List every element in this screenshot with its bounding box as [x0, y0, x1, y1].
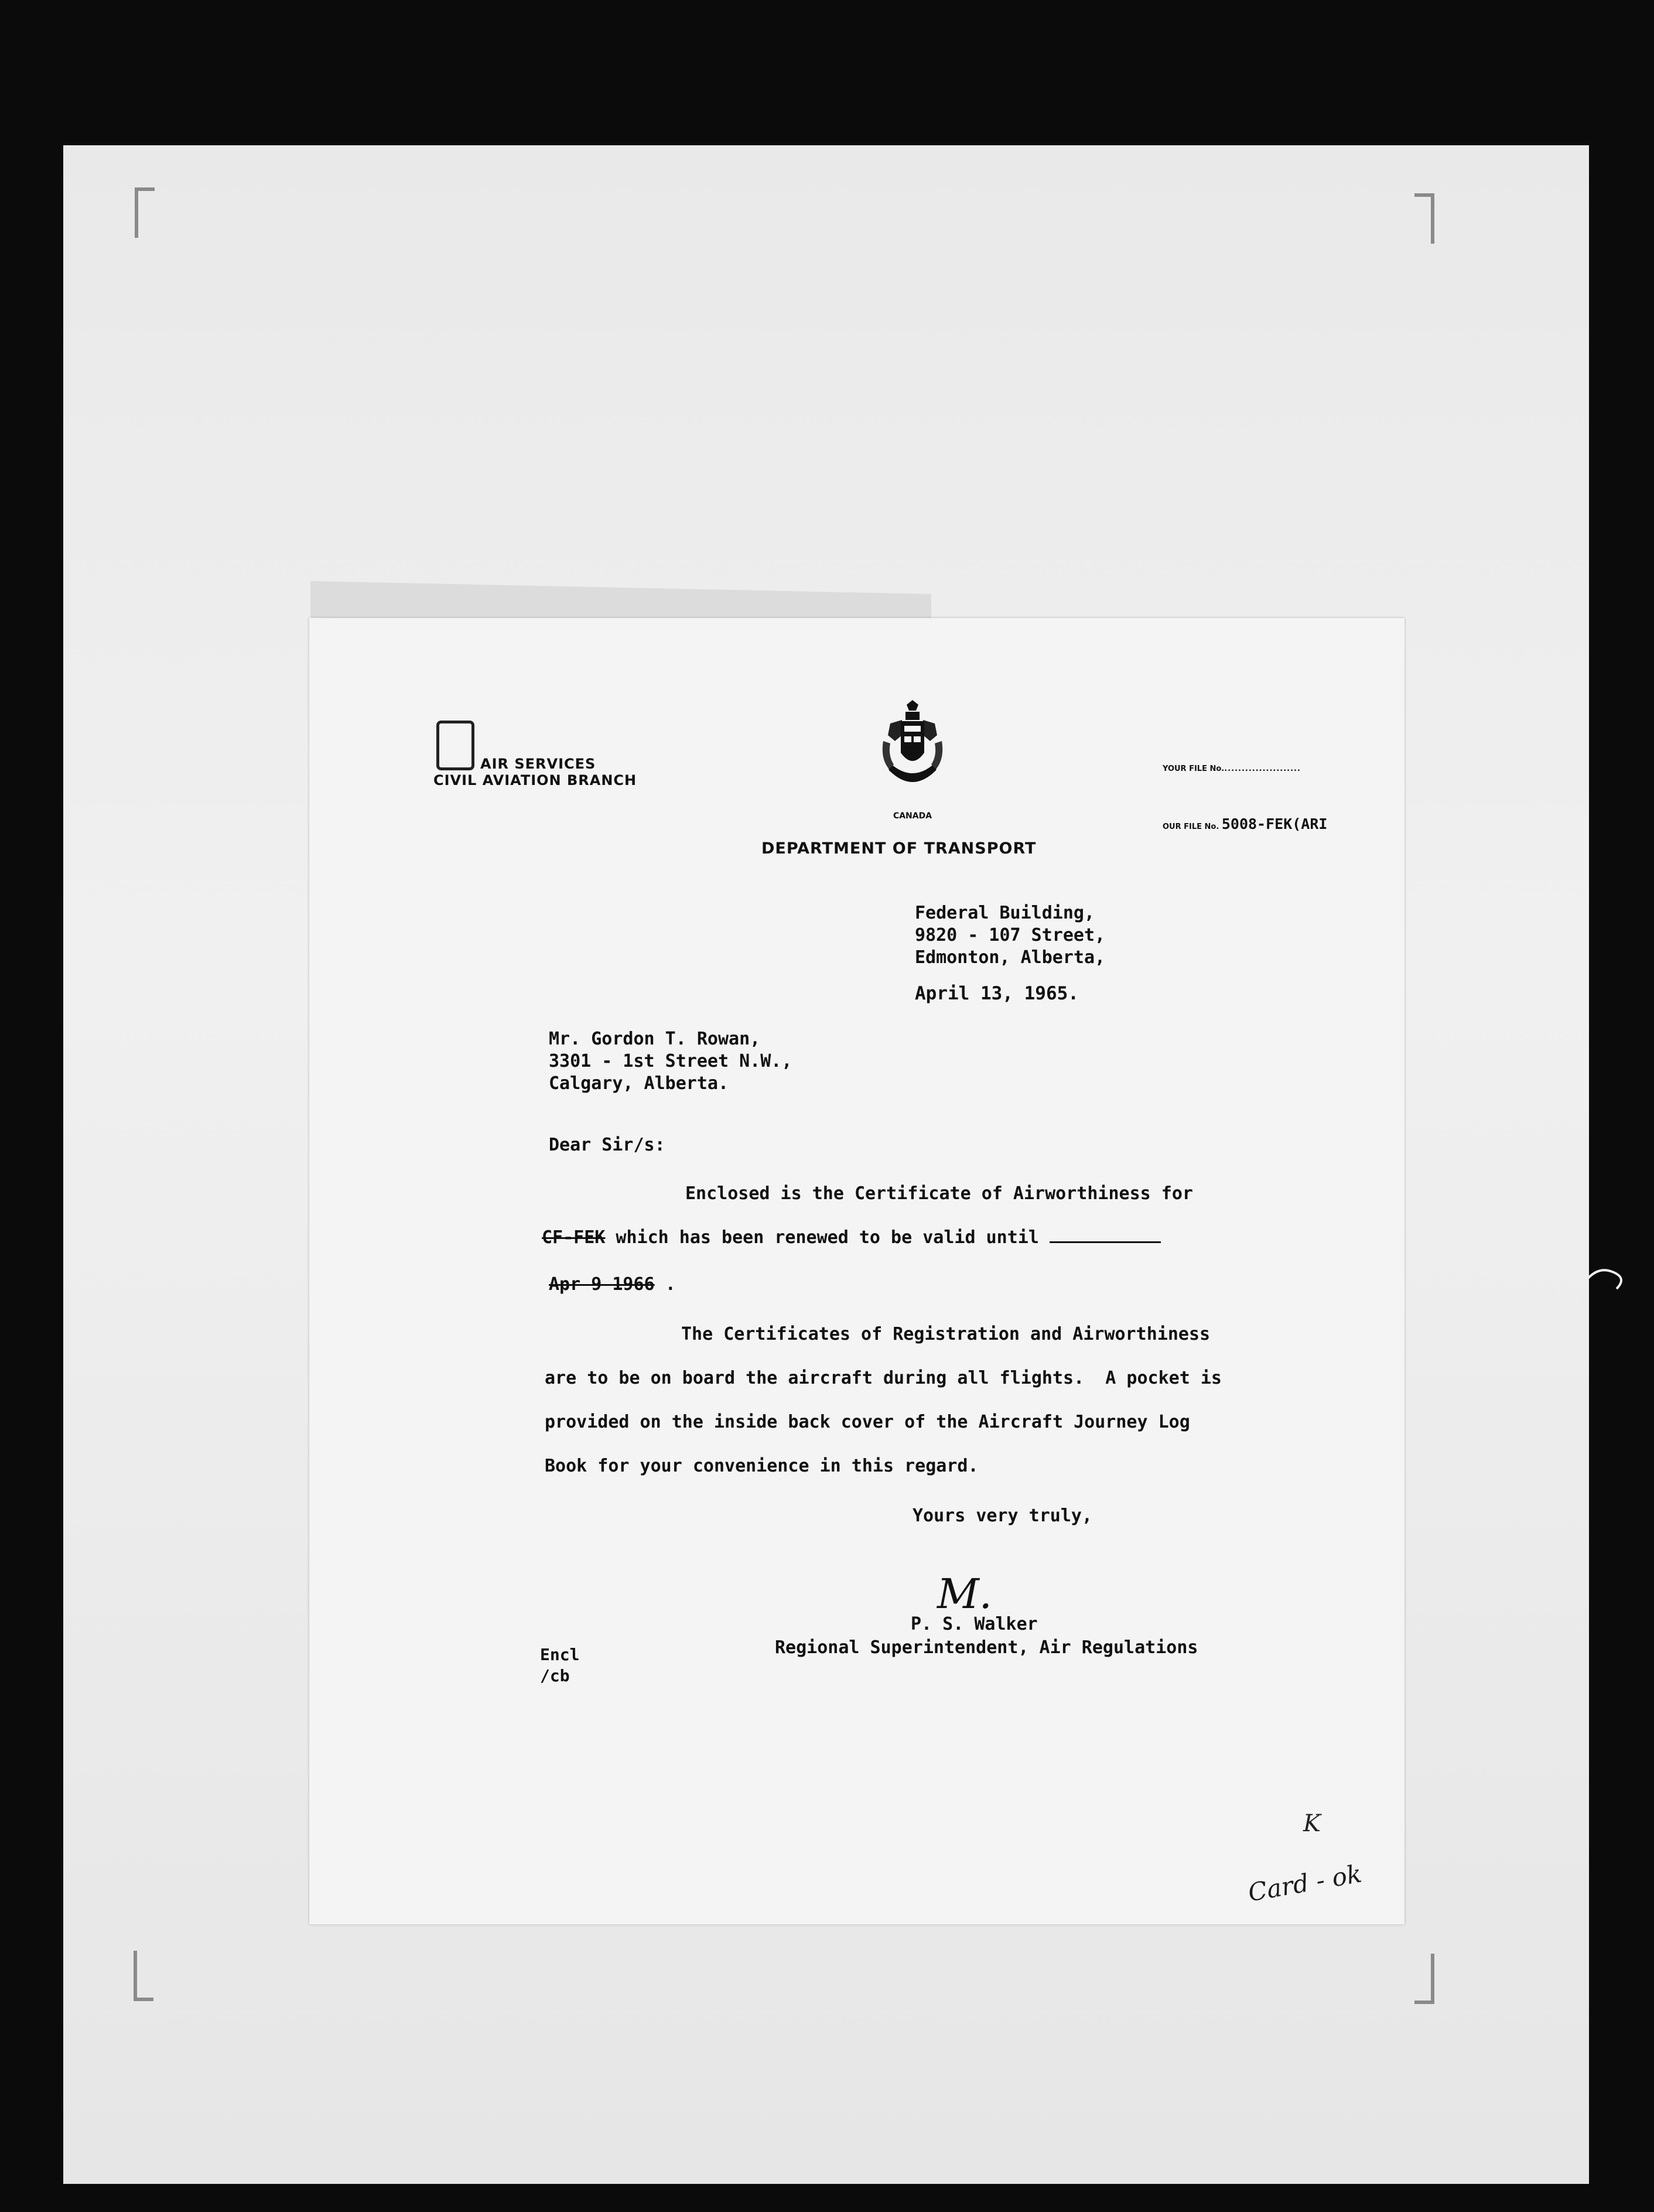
body-p1-line1: Enclosed is the Certificate of Airworthiness for: [685, 1183, 1193, 1204]
blank-underline: [1050, 1235, 1161, 1243]
crop-mark-top-left: [135, 187, 155, 238]
recipient-address: [549, 1028, 792, 1095]
body-p1-line2-rest: which has been renewed to be valid until: [605, 1227, 1039, 1248]
your-file-field: [1163, 764, 1301, 773]
registration-mark: CF-FEK: [542, 1227, 606, 1248]
body-p2-line1: The Certificates of Registration and Airworthiness: [681, 1324, 1211, 1344]
branch-line2: CIVIL AVIATION BRANCH: [433, 772, 637, 788]
edge-scribble-icon: [1552, 1259, 1634, 1324]
our-file-label: OUR FILE No.: [1163, 822, 1219, 831]
letter-date: April 13, 1965.: [915, 983, 1079, 1004]
crop-mark-bottom-right: [1414, 1954, 1434, 2004]
sender-address-line3: Edmonton, Alberta,: [915, 947, 1106, 968]
handwritten-mark: K: [1303, 1810, 1321, 1837]
your-file-label: YOUR FILE No.: [1163, 764, 1225, 773]
handwritten-note: Card - ok: [1246, 1859, 1364, 1907]
enclosure-line2: /cb: [540, 1666, 570, 1685]
department-title: DEPARTMENT OF TRANSPORT: [761, 839, 1037, 858]
recipient-line3: Calgary, Alberta.: [549, 1073, 729, 1094]
recipient-line1: Mr. Gordon T. Rowan,: [549, 1029, 761, 1049]
branch-line1: AIR SERVICES: [480, 756, 596, 772]
enclosure-line1: Encl: [540, 1645, 580, 1664]
canada-coat-of-arms-icon: [877, 700, 948, 794]
body-p2-line2: are to be on board the aircraft during all flights. A pocket is: [545, 1368, 1222, 1388]
body-p2-line3: provided on the inside back cover of the Aircraft Journey Log: [545, 1412, 1190, 1432]
signer-title: Regional Superintendent, Air Regulations: [775, 1637, 1198, 1658]
signature-initials: M.: [937, 1570, 992, 1618]
closing: Yours very truly,: [913, 1506, 1093, 1526]
sender-address-line2: 9820 - 107 Street,: [915, 925, 1106, 945]
sender-address-line1: Federal Building,: [915, 903, 1095, 923]
valid-until-date: Apr 9 1966: [549, 1274, 655, 1295]
salutation: Dear Sir/s:: [549, 1135, 665, 1155]
your-file-value: ......................: [1224, 764, 1301, 773]
country-label: CANADA: [893, 811, 932, 821]
body-p1-line2: [542, 1227, 1161, 1248]
our-file-value: 5008-FEK(ARI: [1221, 815, 1328, 832]
body-p1-line3: [549, 1274, 676, 1295]
enclosure-note: [540, 1644, 579, 1687]
letter-paper: [309, 618, 1404, 1924]
branch-heading: [433, 756, 656, 788]
crop-mark-bottom-left: [134, 1951, 153, 2001]
signer-name: P. S. Walker: [911, 1614, 1038, 1634]
our-file-field: [1163, 815, 1327, 832]
body-p1-end: .: [665, 1274, 676, 1295]
crop-mark-top-right: [1414, 193, 1434, 244]
sender-address: [915, 902, 1105, 969]
body-p2-line4: Book for your convenience in this regard.: [545, 1456, 979, 1476]
recipient-line2: 3301 - 1st Street N.W.,: [549, 1051, 792, 1071]
